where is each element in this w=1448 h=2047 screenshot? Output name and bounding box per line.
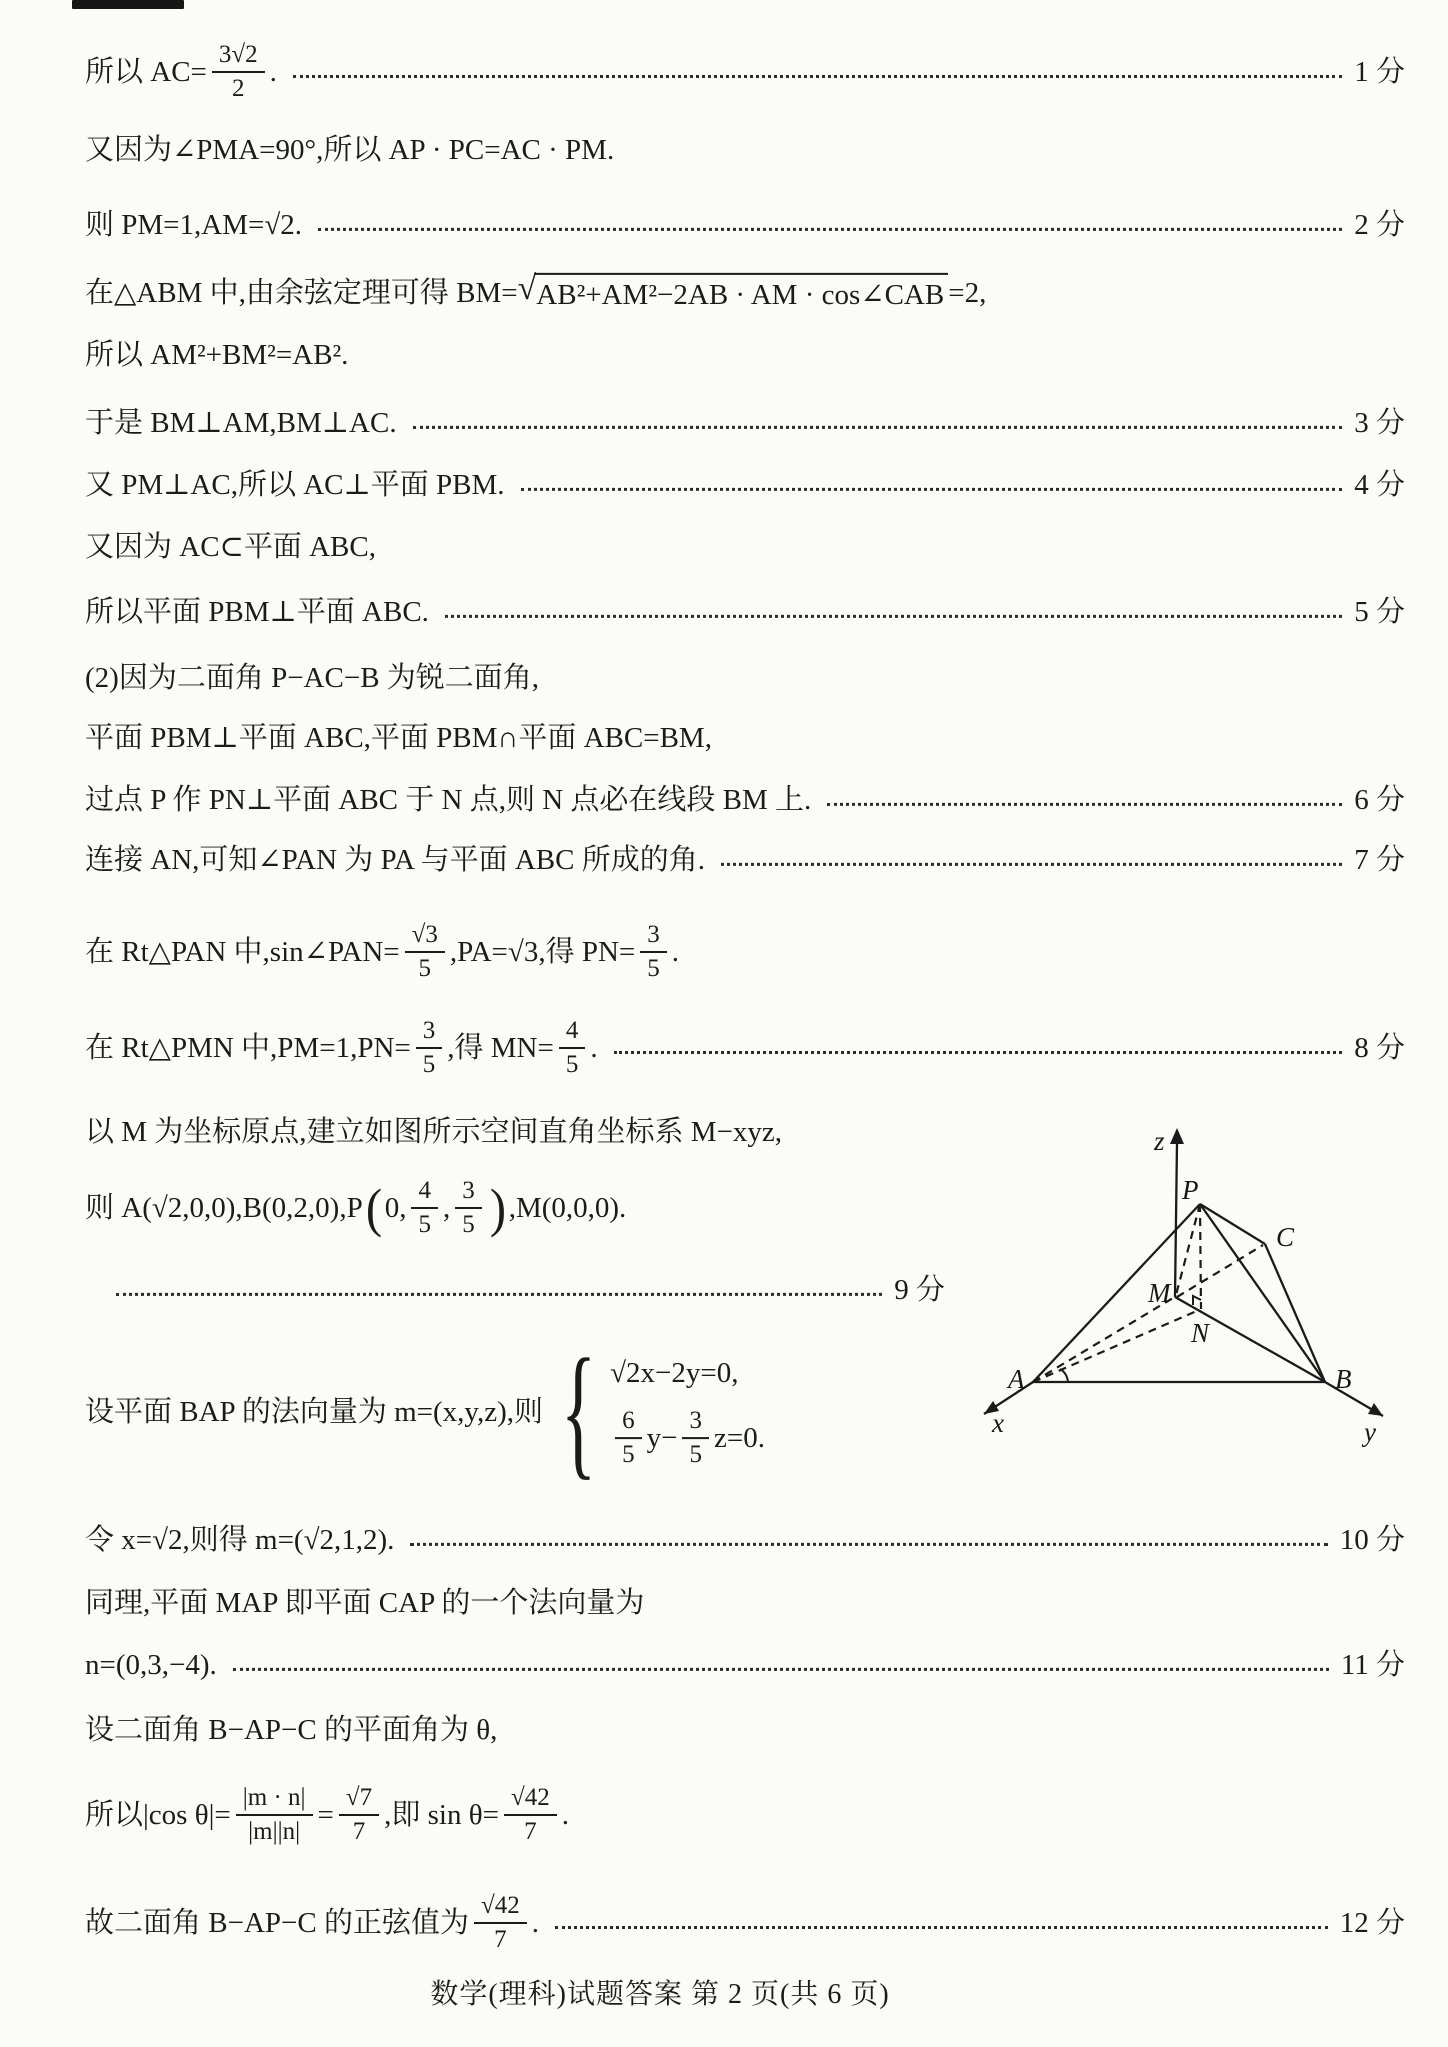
dotted-leader bbox=[116, 1291, 882, 1296]
edge-AM-dashed bbox=[1033, 1298, 1173, 1382]
label-z: z bbox=[1154, 1126, 1165, 1156]
math-text: 所以|cos θ|= bbox=[85, 1798, 231, 1831]
fraction bbox=[411, 1177, 438, 1239]
fraction-numerator: √42 bbox=[474, 1892, 527, 1924]
fraction bbox=[559, 1017, 586, 1079]
radical-sign: √ bbox=[517, 269, 537, 307]
math-text: 故二面角 B−AP−C 的正弦值为 bbox=[85, 1906, 469, 1939]
solution-line bbox=[85, 1585, 644, 1621]
fraction-denominator: 5 bbox=[622, 1441, 635, 1469]
solution-line bbox=[85, 842, 1405, 878]
math-text: 平面 PBM⊥平面 ABC,平面 PBM∩平面 ABC=BM, bbox=[85, 721, 712, 754]
label-C: C bbox=[1276, 1222, 1295, 1252]
math-text: 在 Rt△PAN 中,sin∠PAN= bbox=[85, 935, 400, 968]
math-text: 又因为∠PMA=90°,所以 AP · PC=AC · PM. bbox=[85, 133, 615, 166]
solution-line bbox=[100, 1272, 945, 1308]
solution-line bbox=[85, 660, 539, 696]
score-label: 3 分 bbox=[1354, 406, 1405, 439]
solution-line bbox=[85, 41, 1405, 103]
score-label: 5 分 bbox=[1354, 595, 1405, 628]
angle-arc bbox=[1060, 1369, 1068, 1382]
equation-system bbox=[610, 1355, 765, 1469]
math-text: ,即 sin θ= bbox=[384, 1798, 499, 1831]
solution-line bbox=[85, 594, 1405, 630]
fraction-numerator: √3 bbox=[405, 921, 445, 953]
fraction-numerator: √7 bbox=[339, 1784, 379, 1816]
math-text: 设平面 BAP 的法向量为 m=(x,y,z),则 bbox=[85, 1395, 544, 1428]
dotted-leader bbox=[233, 1666, 1329, 1671]
solution-line bbox=[85, 405, 1405, 441]
math-text: 同理,平面 MAP 即平面 CAP 的一个法向量为 bbox=[85, 1586, 645, 1619]
solution-line bbox=[85, 1712, 497, 1748]
fraction bbox=[682, 1407, 709, 1469]
math-text: 又因为 AC⊂平面 ABC, bbox=[85, 530, 376, 563]
math-text: 于是 BM⊥AM,BM⊥AC. bbox=[85, 406, 397, 439]
fraction-denominator: 5 bbox=[565, 1051, 579, 1078]
fraction-denominator: |m||n| bbox=[248, 1818, 301, 1845]
solution-line bbox=[85, 782, 1405, 818]
solution-line bbox=[85, 921, 679, 983]
solution-line bbox=[85, 1329, 765, 1494]
dotted-leader bbox=[445, 613, 1342, 618]
dotted-leader bbox=[721, 861, 1342, 866]
radicand: AB²+AM²−2AB · AM · cos∠CAB bbox=[534, 273, 948, 313]
math-text: = bbox=[317, 1798, 334, 1831]
score-label: 1 分 bbox=[1354, 55, 1405, 88]
edge-PN-dashed bbox=[1200, 1204, 1201, 1309]
solution-line bbox=[85, 1114, 782, 1150]
dotted-leader bbox=[410, 1541, 1327, 1546]
math-text: 0, bbox=[384, 1191, 407, 1224]
fraction-numerator: 4 bbox=[411, 1177, 438, 1209]
solution-line bbox=[85, 1522, 1405, 1558]
solution-line bbox=[85, 529, 376, 565]
fraction-denominator: 7 bbox=[524, 1818, 537, 1845]
dotted-leader bbox=[413, 424, 1343, 429]
math-text: 又 PM⊥AC,所以 AC⊥平面 PBM. bbox=[85, 468, 505, 501]
fraction-numerator: 3√2 bbox=[212, 41, 265, 73]
fraction-numerator: 3 bbox=[640, 921, 667, 953]
fraction-numerator: 3 bbox=[416, 1017, 443, 1049]
fraction bbox=[212, 41, 265, 103]
score-label: 6 分 bbox=[1354, 783, 1405, 816]
math-text: 设二面角 B−AP−C 的平面角为 θ, bbox=[85, 1713, 498, 1746]
figure-marks bbox=[1060, 1296, 1201, 1382]
solution-line bbox=[85, 1177, 626, 1239]
edge-MC-dashed bbox=[1177, 1245, 1263, 1297]
right-angle-marker bbox=[1193, 1296, 1201, 1305]
math-text: . bbox=[561, 1798, 569, 1831]
solution-line bbox=[85, 1017, 1405, 1079]
edge-PB bbox=[1200, 1204, 1325, 1382]
z-axis bbox=[1175, 1142, 1177, 1297]
fraction-denominator: 5 bbox=[418, 1211, 431, 1238]
equation-row bbox=[610, 1355, 765, 1391]
fraction bbox=[405, 921, 445, 983]
fraction bbox=[339, 1784, 379, 1846]
math-text: y− bbox=[646, 1421, 678, 1454]
fraction-denominator: 7 bbox=[352, 1818, 366, 1845]
fraction-numerator: 3 bbox=[682, 1407, 709, 1439]
math-text: n=(0,3,−4). bbox=[85, 1648, 217, 1681]
dotted-leader bbox=[614, 1049, 1343, 1054]
solution-line bbox=[85, 337, 348, 373]
score-label: 8 分 bbox=[1354, 1031, 1405, 1064]
score-label: 9 分 bbox=[894, 1273, 945, 1306]
fraction bbox=[236, 1784, 313, 1846]
math-text: 所以平面 PBM⊥平面 ABC. bbox=[85, 595, 429, 628]
z-arrowhead bbox=[1170, 1128, 1184, 1144]
fraction-denominator: 5 bbox=[689, 1441, 702, 1469]
axis-arrowheads bbox=[984, 1128, 1383, 1416]
math-text: 在 Rt△PMN 中,PM=1,PN= bbox=[85, 1031, 411, 1064]
solution-line bbox=[85, 720, 712, 756]
coordinate-figure-svg bbox=[958, 1098, 1448, 1498]
fraction-numerator: 4 bbox=[559, 1017, 586, 1049]
score-label: 7 分 bbox=[1354, 843, 1405, 876]
fraction-numerator: √42 bbox=[504, 1784, 557, 1816]
fraction-denominator: 5 bbox=[647, 955, 660, 982]
math-text: 令 x=√2,则得 m=(√2,1,2). bbox=[85, 1523, 395, 1556]
math-text: 所以 AC= bbox=[85, 55, 207, 88]
dotted-leader bbox=[827, 801, 1342, 806]
math-text: (2)因为二面角 P−AC−B 为锐二面角, bbox=[85, 661, 540, 694]
fraction-denominator: 5 bbox=[422, 1051, 436, 1078]
math-text: . bbox=[269, 55, 277, 88]
math-text: 在△ABM 中,由余弦定理可得 BM= bbox=[85, 276, 518, 309]
page-footer: 数学(理科)试题答案 第 2 页(共 6 页) bbox=[430, 1979, 890, 2010]
score-label: 10 分 bbox=[1339, 1523, 1405, 1556]
edge-PC bbox=[1200, 1204, 1265, 1244]
solution-line bbox=[85, 269, 987, 313]
figure-labels bbox=[991, 1126, 1376, 1447]
math-text: . bbox=[590, 1031, 598, 1064]
math-text: 以 M 为坐标原点,建立如图所示空间直角坐标系 M−xyz, bbox=[85, 1115, 783, 1148]
fraction bbox=[615, 1407, 642, 1469]
solution-line bbox=[85, 467, 1405, 503]
solution-line bbox=[85, 1647, 1405, 1683]
fraction-numerator: |m · n| bbox=[236, 1784, 313, 1816]
math-text: . bbox=[531, 1906, 539, 1939]
dotted-leader bbox=[318, 226, 1342, 231]
solution-line bbox=[85, 1784, 569, 1846]
fraction bbox=[455, 1177, 482, 1239]
scan-artifact bbox=[72, 0, 184, 9]
big-paren: ( bbox=[365, 1177, 382, 1238]
label-N: N bbox=[1191, 1318, 1210, 1348]
big-paren: ) bbox=[489, 1177, 506, 1238]
fraction-denominator: 7 bbox=[494, 1926, 507, 1953]
fraction bbox=[504, 1784, 557, 1846]
math-text: 则 A(√2,0,0),B(0,2,0),P bbox=[85, 1191, 363, 1224]
fraction bbox=[474, 1892, 527, 1954]
math-text: 连接 AN,可知∠PAN 为 PA 与平面 ABC 所成的角. bbox=[85, 843, 705, 876]
math-text: =2, bbox=[948, 276, 987, 309]
math-text: . bbox=[671, 935, 679, 968]
edge-CB bbox=[1265, 1244, 1325, 1382]
score-label: 4 分 bbox=[1354, 468, 1405, 501]
math-text: 所以 AM²+BM²=AB². bbox=[85, 338, 349, 371]
fraction-denominator: 5 bbox=[462, 1211, 475, 1238]
fraction-numerator: 3 bbox=[455, 1177, 482, 1209]
coordinate-figure bbox=[958, 1098, 1448, 1498]
score-label: 11 分 bbox=[1340, 1648, 1405, 1681]
solution-line bbox=[85, 132, 614, 168]
fraction-denominator: 5 bbox=[418, 955, 432, 982]
edge-AN-dashed bbox=[1033, 1310, 1199, 1382]
dotted-leader bbox=[521, 486, 1343, 491]
radical bbox=[517, 269, 949, 313]
label-y: y bbox=[1364, 1417, 1376, 1447]
solution-line bbox=[85, 1892, 1405, 1954]
solution-line bbox=[85, 207, 1405, 243]
label-A: A bbox=[1008, 1364, 1025, 1394]
math-text: 过点 P 作 PN⊥平面 ABC 于 N 点,则 N 点必在线段 BM 上. bbox=[85, 783, 812, 816]
score-label: 2 分 bbox=[1354, 208, 1405, 241]
fraction bbox=[416, 1017, 443, 1079]
math-text: ,PA=√3,得 PN= bbox=[449, 935, 636, 968]
label-B: B bbox=[1335, 1364, 1352, 1394]
math-text: z=0. bbox=[713, 1421, 765, 1454]
math-text: √2x−2y=0, bbox=[610, 1356, 739, 1389]
equation-row bbox=[610, 1407, 765, 1469]
label-P: P bbox=[1182, 1175, 1199, 1205]
score-label: 12 分 bbox=[1339, 1906, 1405, 1939]
system-brace: { bbox=[560, 1329, 597, 1494]
label-M: M bbox=[1148, 1278, 1171, 1308]
label-x: x bbox=[992, 1408, 1004, 1438]
dotted-leader bbox=[293, 73, 1342, 78]
dotted-leader bbox=[555, 1924, 1328, 1929]
math-text: , bbox=[442, 1191, 451, 1224]
fraction bbox=[640, 921, 667, 983]
fraction-numerator: 6 bbox=[615, 1407, 642, 1439]
math-text: ,得 MN= bbox=[447, 1031, 554, 1064]
fraction-denominator: 2 bbox=[232, 75, 245, 102]
math-text: 则 PM=1,AM=√2. bbox=[85, 208, 303, 241]
math-text: ,M(0,0,0). bbox=[508, 1191, 627, 1224]
